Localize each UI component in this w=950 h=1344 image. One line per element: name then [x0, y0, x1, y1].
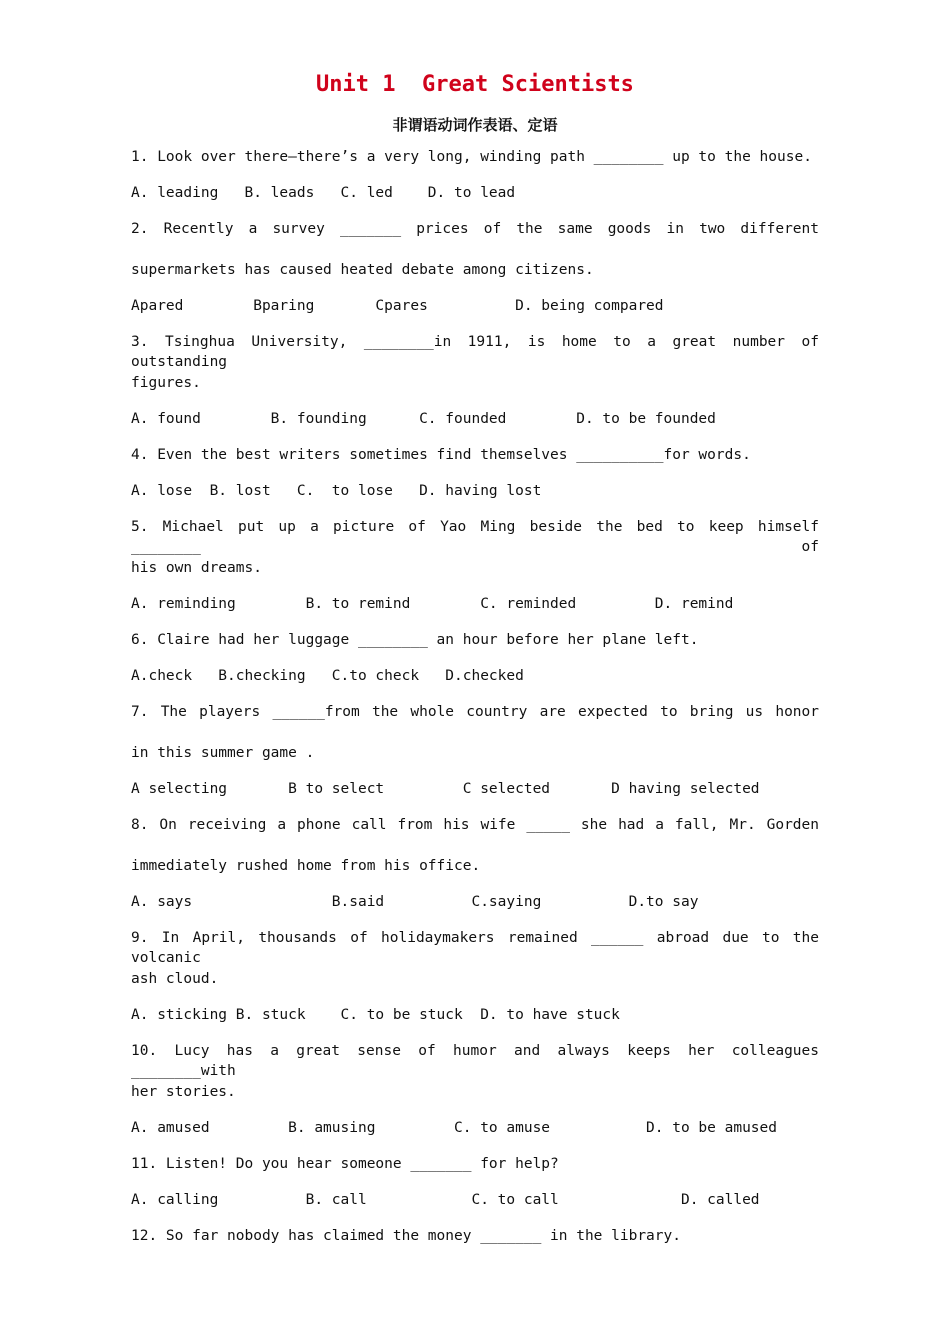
question-9-stem-line-1: 9. In April, thousands of holidaymakers remained ______ abroad due to the volcanic [131, 930, 819, 966]
question-5-stem-line-2: his own dreams. [131, 560, 262, 576]
question-9-stem-line-2: ash cloud. [131, 971, 219, 987]
question-5-stem-line-1: 5. Michael put up a picture of Yao Ming beside the bed to keep himself ________ of [131, 519, 819, 555]
question-10-stem-line-2: her stories. [131, 1084, 236, 1100]
page-subtitle: 非谓语动词作表语、定语 [392, 116, 558, 134]
question-10-stem-line-1: 10. Lucy has a great sense of humor and always keeps her colleagues ________with [131, 1043, 819, 1079]
question-8-options: A. says B.said C.saying D.to say [131, 894, 699, 910]
question-11-stem: 11. Listen! Do you hear someone _______ for help? [131, 1156, 559, 1172]
question-6-stem: 6. Claire had her luggage ________ an hour before her plane left. [131, 632, 699, 648]
question-7-stem-line-2: in this summer game . [131, 745, 315, 761]
question-11-options: A. calling B. call C. to call D. called [131, 1192, 760, 1208]
question-6-options: A.check B.checking C.to check D.checked [131, 668, 524, 684]
question-8-stem-line-1: 8. On receiving a phone call from his wife _____ she had a fall, Mr. Gorden [131, 817, 819, 833]
question-3-options: A. found B. founding C. founded D. to be founded [131, 411, 716, 427]
question-3-stem-line-1: 3. Tsinghua University, ________in 1911, is home to a great number of outstanding [131, 334, 819, 370]
page-title: Unit 1 Great Scientists [316, 72, 634, 97]
question-1-stem: 1. Look over there—there’s a very long, winding path ________ up to the house. [131, 149, 812, 165]
question-1-options: A. leading B. leads C. led D. to lead [131, 185, 516, 201]
question-9-options: A. sticking B. stuck C. to be stuck D. to have stuck [131, 1007, 620, 1023]
question-4-stem: 4. Even the best writers sometimes find themselves __________for words. [131, 447, 751, 463]
question-2-stem-line-2: supermarkets has caused heated debate among citizens. [131, 262, 594, 278]
question-3-stem-line-2: figures. [131, 375, 201, 391]
question-7-options: A selecting B to select C selected D having selected [131, 781, 760, 797]
question-2-stem-line-1: 2. Recently a survey _______ prices of the same goods in two different [131, 221, 819, 237]
question-8-stem-line-2: immediately rushed home from his office. [131, 858, 481, 874]
question-7-stem-line-1: 7. The players ______from the whole country are expected to bring us honor [131, 704, 819, 720]
question-12-stem: 12. So far nobody has claimed the money _______ in the library. [131, 1228, 681, 1244]
question-2-options: Apared Bparing Cpares D. being compared [131, 298, 664, 314]
question-10-options: A. amused B. amusing C. to amuse D. to be amused [131, 1120, 778, 1136]
question-4-options: A. lose B. lost C. to lose D. having lost [131, 483, 542, 499]
question-5-options: A. reminding B. to remind C. reminded D. remind [131, 596, 734, 612]
